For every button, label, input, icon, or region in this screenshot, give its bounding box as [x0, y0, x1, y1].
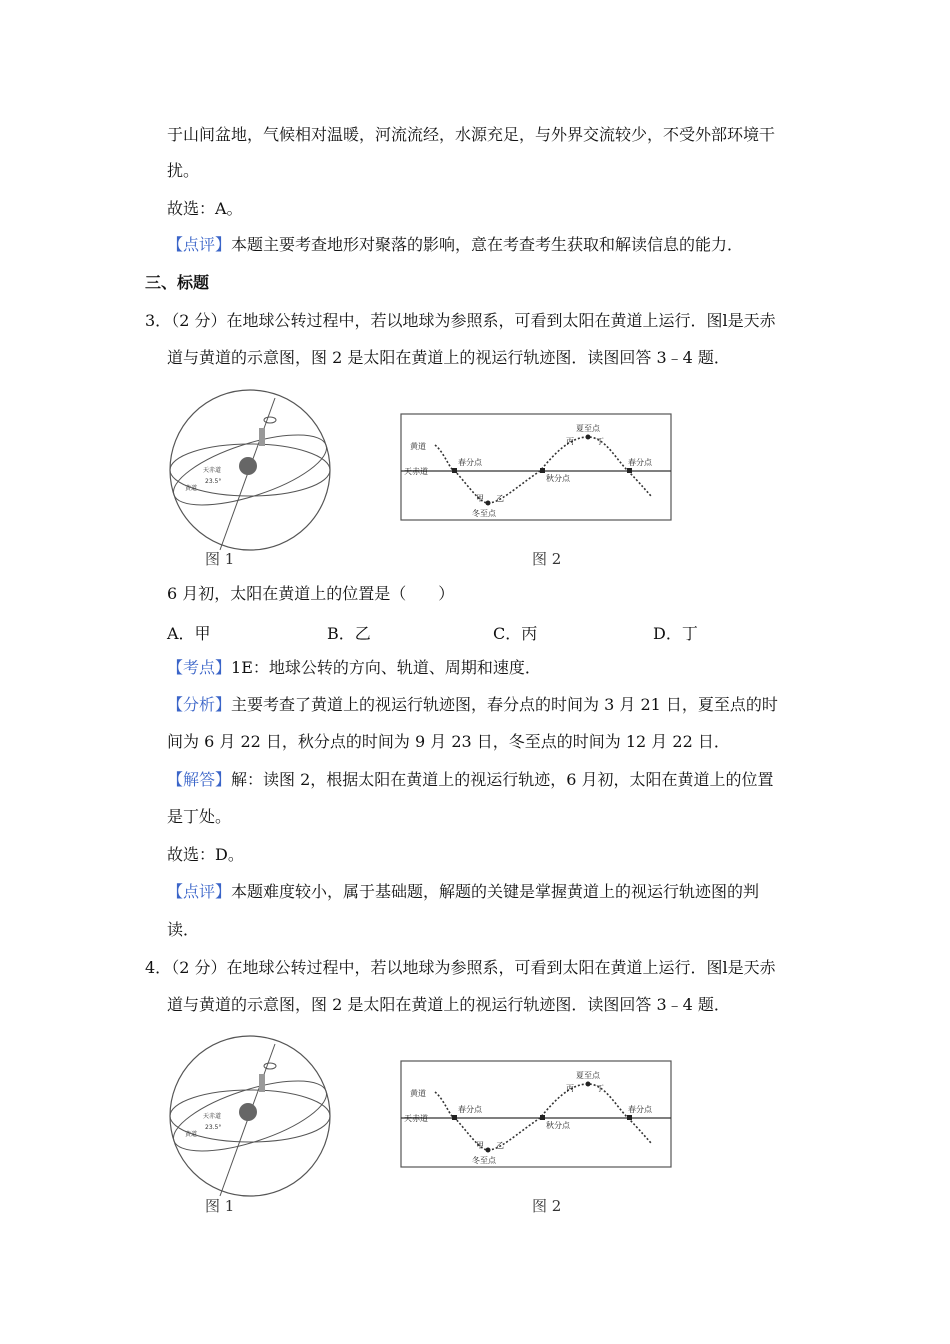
ecliptic-track-figure — [400, 1060, 673, 1169]
fig2-label: 春分点 — [628, 458, 652, 467]
fig2-label: 黄道 — [410, 442, 426, 451]
jieda-line — [167, 769, 774, 791]
stem-text: （2 分）在地球公转过程中，若以地球为参照系，可看到太阳在黄道上运行．图l是天赤 — [171, 311, 776, 330]
fig2-label: 丙 — [566, 437, 574, 446]
kaodian-text: 1E：地球公转的方向、轨道、周期和速度． — [231, 658, 541, 677]
fig2-label: 冬至点 — [472, 509, 496, 518]
question-number: 3． — [145, 311, 172, 330]
fig2-label: 丙 — [566, 1084, 574, 1093]
review-line — [167, 234, 743, 256]
fig1-label: 黄道 — [185, 1131, 198, 1138]
paragraph-line: 扰。 — [167, 161, 200, 180]
stem-text: （2 分）在地球公转过程中，若以地球为参照系，可看到太阳在黄道上运行．图l是天赤 — [171, 958, 776, 977]
celestial-sphere-figure — [165, 1034, 335, 1202]
question-number: 4． — [145, 958, 172, 977]
kaodian-tag: 【考点】 — [167, 658, 232, 677]
fig2-label: 黄道 — [410, 1089, 426, 1098]
celestial-sphere-figure — [165, 388, 335, 556]
jieda-tag: 【解答】 — [167, 770, 232, 789]
fig1-label: 黄道 — [185, 485, 198, 492]
fig2-label: 乙 — [496, 1141, 504, 1150]
fig2-label: 夏至点 — [576, 1071, 600, 1080]
review-line-cont: 读． — [167, 920, 200, 939]
fig1-label: 23.5° — [205, 478, 222, 485]
question-stem-cont: 道与黄道的示意图，图 2 是太阳在黄道上的视运行轨迹图．读图回答 3﹣4 题． — [167, 995, 730, 1014]
fig1-label: 天赤道 — [203, 1113, 222, 1120]
fig2-label: 丁 — [596, 437, 604, 446]
choice-line: 故选：D。 — [167, 845, 244, 864]
review-text: 本题难度较小，属于基础题，解题的关键是掌握黄道上的视运行轨迹图的判 — [231, 882, 760, 901]
question-stem — [145, 310, 776, 332]
fig2-label: 秋分点 — [546, 474, 570, 483]
review-line — [167, 881, 759, 903]
option-a[interactable]: A．甲 — [167, 624, 211, 643]
fig2-label: 甲 — [476, 1141, 484, 1150]
question-stem-cont: 道与黄道的示意图，图 2 是太阳在黄道上的视运行轨迹图．读图回答 3﹣4 题． — [167, 348, 730, 367]
fig1-label: 天赤道 — [203, 467, 222, 474]
paragraph-line: 于山间盆地，气候相对温暖，河流流经，水源充足，与外界交流较少，不受外部环境干 — [167, 125, 776, 144]
fig2-label: 春分点 — [458, 458, 482, 467]
fenxi-line-cont: 间为 6 月 22 日，秋分点的时间为 9 月 23 日，冬至点的时间为 12 月 22 日． — [167, 732, 730, 751]
fig2-label: 天赤道 — [404, 467, 428, 476]
fig2-label: 天赤道 — [404, 1114, 428, 1123]
fig2-label: 甲 — [476, 494, 484, 503]
fig2-label: 夏至点 — [576, 424, 600, 433]
section-title: 三、标题 — [145, 273, 210, 292]
kaodian-line — [167, 657, 541, 679]
question-stem — [145, 957, 776, 979]
choice-line: 故选：A。 — [167, 199, 243, 218]
ecliptic-track-figure — [400, 413, 673, 522]
option-b[interactable]: B．乙 — [327, 624, 371, 643]
figure-caption: 图 2 — [532, 1197, 562, 1215]
fenxi-text: 主要考查了黄道上的视运行轨迹图，春分点的时间为 3 月 21 日，夏至点的时 — [231, 695, 778, 714]
fig2-label: 春分点 — [628, 1105, 652, 1114]
fig2-label: 冬至点 — [472, 1156, 496, 1165]
review-text: 本题主要考查地形对聚落的影响，意在考查考生获取和解读信息的能力． — [231, 235, 744, 254]
fenxi-tag: 【分析】 — [167, 695, 232, 714]
fenxi-line — [167, 694, 778, 716]
figure-caption: 图 1 — [205, 1197, 235, 1215]
option-c[interactable]: C．丙 — [493, 624, 538, 643]
fig2-label: 丁 — [596, 1084, 604, 1093]
figure-caption: 图 1 — [205, 550, 235, 568]
jieda-text: 解：读图 2，根据太阳在黄道上的视运行轨迹，6 月初，太阳在黄道上的位置 — [231, 770, 774, 789]
sub-question: 6 月初，太阳在黄道上的位置是（ ） — [167, 584, 455, 603]
review-tag: 【点评】 — [167, 235, 232, 254]
jieda-line-cont: 是丁处。 — [167, 807, 232, 826]
figure-caption: 图 2 — [532, 550, 562, 568]
fig2-label: 秋分点 — [546, 1121, 570, 1130]
fig2-label: 乙 — [496, 494, 504, 503]
fig1-label: 23.5° — [205, 1124, 222, 1131]
review-tag: 【点评】 — [167, 882, 232, 901]
fig2-label: 春分点 — [458, 1105, 482, 1114]
option-d[interactable]: D．丁 — [653, 624, 698, 643]
